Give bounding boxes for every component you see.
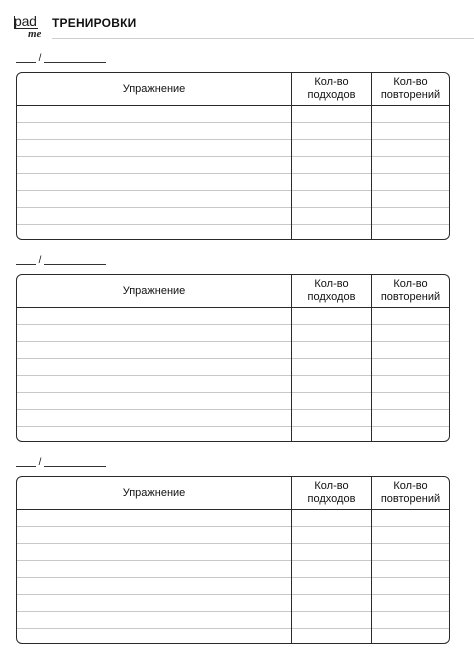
page-title: ТРЕНИРОВКИ <box>52 16 137 30</box>
date-month-line <box>44 62 106 63</box>
row-line <box>17 611 449 612</box>
header-reps-line1: Кол-во <box>393 278 428 290</box>
row-line <box>17 122 449 123</box>
column-divider <box>291 510 292 643</box>
table-body[interactable] <box>17 308 449 441</box>
row-line <box>17 628 449 629</box>
row-line <box>17 409 449 410</box>
row-line <box>17 375 449 376</box>
table-header <box>17 275 449 308</box>
row-line <box>17 560 449 561</box>
date-field-1[interactable] <box>16 53 106 63</box>
workout-table-2 <box>16 274 450 442</box>
column-divider <box>371 510 372 643</box>
row-line <box>17 156 449 157</box>
workout-table-1 <box>16 72 450 240</box>
row-line <box>17 594 449 595</box>
date-day-line <box>16 466 36 467</box>
row-line <box>17 543 449 544</box>
header-reps-line2: повторений <box>380 89 441 101</box>
table-header <box>17 477 449 510</box>
date-slash: / <box>38 53 42 64</box>
header-exercise: Упражнение <box>122 486 186 499</box>
header-sets-line1: Кол-во <box>314 278 349 290</box>
row-line <box>17 139 449 140</box>
header-exercise: Упражнение <box>122 82 186 95</box>
table-body[interactable] <box>17 510 449 643</box>
table-header <box>17 73 449 106</box>
header-sets-line2: подходов <box>307 89 356 101</box>
date-month-line <box>44 264 106 265</box>
row-line <box>17 324 449 325</box>
row-line <box>17 173 449 174</box>
workout-table-3 <box>16 476 450 644</box>
date-month-line <box>44 466 106 467</box>
header-divider <box>52 38 474 39</box>
row-line <box>17 526 449 527</box>
header-sets-line2: подходов <box>307 291 356 303</box>
padme-logo <box>14 14 46 42</box>
row-line <box>17 392 449 393</box>
row-line <box>17 224 449 225</box>
column-divider <box>371 308 372 441</box>
row-line <box>17 426 449 427</box>
table-body[interactable] <box>17 106 449 239</box>
header-sets-line1: Кол-во <box>314 76 349 88</box>
logo-text: pad <box>14 13 37 29</box>
date-day-line <box>16 264 36 265</box>
header-sets-line2: подходов <box>307 493 356 505</box>
row-line <box>17 358 449 359</box>
row-line <box>17 341 449 342</box>
date-field-2[interactable] <box>16 255 106 265</box>
header-exercise: Упражнение <box>122 284 186 297</box>
date-slash: / <box>38 255 42 266</box>
date-day-line <box>16 62 36 63</box>
row-line <box>17 577 449 578</box>
date-field-3[interactable] <box>16 457 106 467</box>
header-sets-line1: Кол-во <box>314 480 349 492</box>
header-reps-line1: Кол-во <box>393 480 428 492</box>
column-divider <box>291 106 292 239</box>
header-reps-line2: повторений <box>380 291 441 303</box>
row-line <box>17 207 449 208</box>
date-slash: / <box>38 457 42 468</box>
logo-subtext: me <box>28 28 42 40</box>
header-reps-line1: Кол-во <box>393 76 428 88</box>
header-reps-line2: повторений <box>380 493 441 505</box>
column-divider <box>291 308 292 441</box>
row-line <box>17 190 449 191</box>
column-divider <box>371 106 372 239</box>
